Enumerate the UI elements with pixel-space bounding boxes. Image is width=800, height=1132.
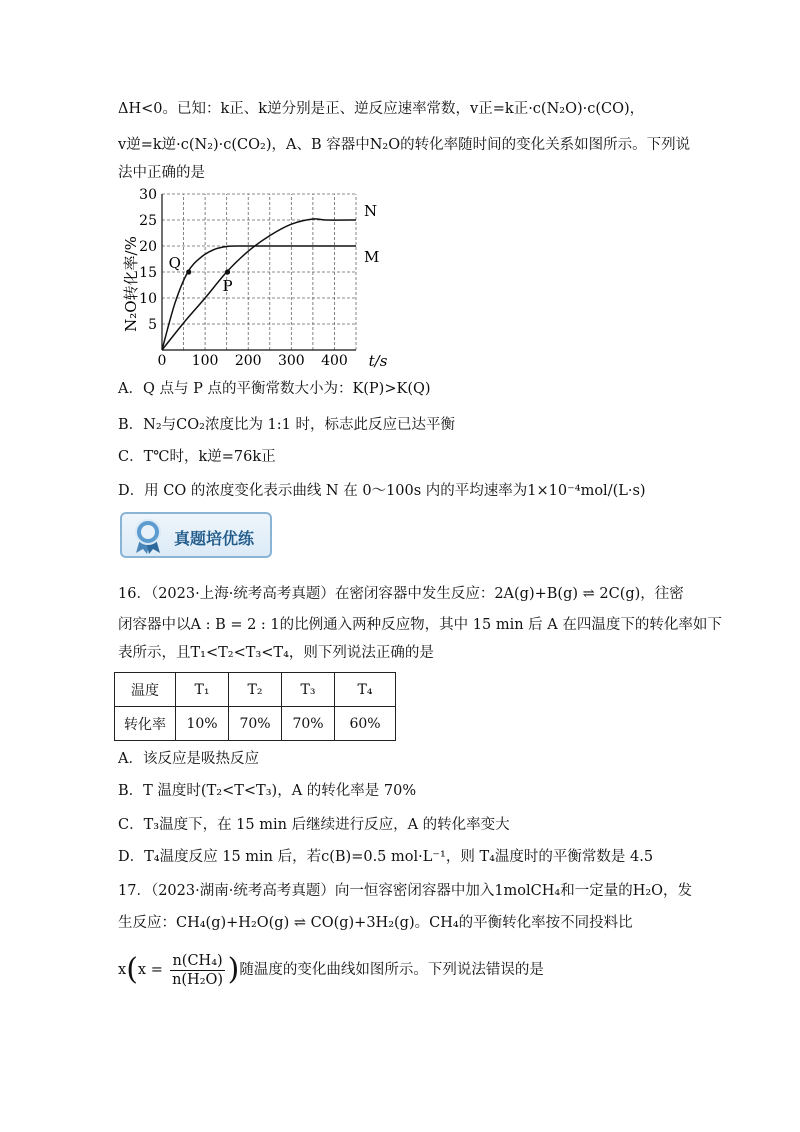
point-p [225, 269, 230, 274]
x-tick-label: 400 [321, 353, 348, 369]
series-label-n: N [364, 202, 378, 220]
table-cell: T₃ [282, 673, 335, 707]
option-a: A．Q 点与 P 点的平衡常数大小为：K(P)>K(Q) [118, 381, 431, 397]
table-cell: T₂ [229, 673, 282, 707]
table-cell: 温度 [115, 673, 176, 707]
table-cell: 转化率 [115, 707, 176, 741]
table-cell: 60% [335, 707, 396, 741]
table-cell: 70% [229, 707, 282, 741]
table-cell: 10% [176, 707, 229, 741]
table-cell: T₁ [176, 673, 229, 707]
x-tick-label: 200 [234, 353, 262, 369]
option-c: C．T℃时，k逆=76k正 [118, 449, 276, 465]
section-banner [120, 512, 272, 558]
y-tick-label: 30 [139, 187, 157, 203]
chart-ticks [139, 187, 348, 369]
table-cell: 70% [282, 707, 335, 741]
q16-line-1: 16．（2023·上海·统考高考真题）在密闭容器中发生反应：2A(g)+B(g) ⇌ 2C(g)，往密 [118, 586, 684, 602]
chart-points [169, 254, 233, 295]
y-tick-label: 15 [139, 265, 157, 281]
conversion-chart [116, 186, 396, 370]
table-row [115, 673, 396, 707]
q16-line-2: 闭容器中以A : B = 2 : 1的比例通入两种反应物，其中 15 min 后 A 在四温度下的转化率如下 [118, 617, 722, 633]
feed-ratio-fraction [170, 952, 224, 989]
question-text-line-2: v逆=k逆·c(N₂)·c(CO₂)，A、B 容器中N₂O的转化率随时间的变化关系如图所示。下列说 [118, 137, 691, 153]
q17-line-2: 生反应：CH₄(g)+H₂O(g) ⇌ CO(g)+3H₂(g)。CH₄的平衡转化率按不同投料比 [118, 915, 633, 931]
y-tick-label: 25 [139, 213, 157, 229]
series-label-m: M [364, 248, 380, 266]
q16-option-b: B．T 温度时(T₂<T<T₃)，A 的转化率是 70% [118, 783, 417, 799]
banner-title: 真题培优练 [174, 529, 255, 548]
fraction-denominator: n(H₂O) [172, 971, 224, 988]
fraction-numerator: n(CH₄) [172, 952, 223, 969]
q16-line-3: 表所示，且T₁<T₂<T₃<T₄，则下列说法正确的是 [118, 645, 434, 661]
q16-option-d: D．T₄温度反应 15 min 后，若c(B)=0.5 mol·L⁻¹，则 T₄温度时的平衡常数是 4.5 [118, 849, 654, 865]
y-tick-label: 5 [148, 317, 157, 333]
conversion-table [114, 672, 396, 741]
option-b: B．N₂与CO₂浓度比为 1:1 时，标志此反应已达平衡 [118, 417, 456, 433]
x-tick-label: 0 [157, 353, 167, 369]
table-cell: T₄ [335, 673, 396, 707]
table-row [115, 707, 396, 741]
question-text-line-3: 法中正确的是 [118, 165, 205, 181]
q17-x-prefix: x [118, 962, 127, 978]
chart-series [162, 202, 379, 350]
q16-option-a: A．该反应是吸热反应 [118, 751, 259, 767]
x-tick-label: 100 [191, 353, 219, 369]
series-line-n [162, 219, 356, 350]
y-tick-label: 20 [139, 239, 157, 255]
x-tick-label: 300 [277, 353, 305, 369]
chart-x-label: t/s [368, 352, 388, 370]
y-tick-label: 10 [139, 291, 157, 307]
option-d: D．用 CO 的浓度变化表示曲线 N 在 0～100s 内的平均速率为1×10⁻⁴mol/(L·s) [118, 483, 646, 499]
q17-line-3-tail: 随温度的变化曲线如图所示。下列说法错误的是 [239, 962, 544, 978]
point-label-q: Q [168, 254, 181, 272]
question-text-line-1: ΔH<0。已知：k正、k逆分别是正、逆反应速率常数，v正=k正·c(N₂O)·c(CO)， [118, 101, 645, 117]
point-q [186, 269, 191, 274]
chart-y-label: N₂O转化率/% [122, 236, 140, 332]
q17-x-eq: x = [137, 962, 168, 978]
point-label-p: P [222, 277, 233, 295]
q17-line-3: x(x = $\frac{\text{n(CH₄)}}{\text{n(H₂O)}}$ )随温度的变化曲线如图所示。下列说法错误的是 [118, 952, 544, 988]
medal-icon [130, 517, 166, 555]
q16-option-c: C．T₃温度下，在 15 min 后继续进行反应，A 的转化率变大 [118, 817, 510, 833]
q17-line-1: 17．（2023·湖南·统考高考真题）向一恒容密闭容器中加入1molCH₄和一定量的H₂O，发 [118, 883, 693, 899]
